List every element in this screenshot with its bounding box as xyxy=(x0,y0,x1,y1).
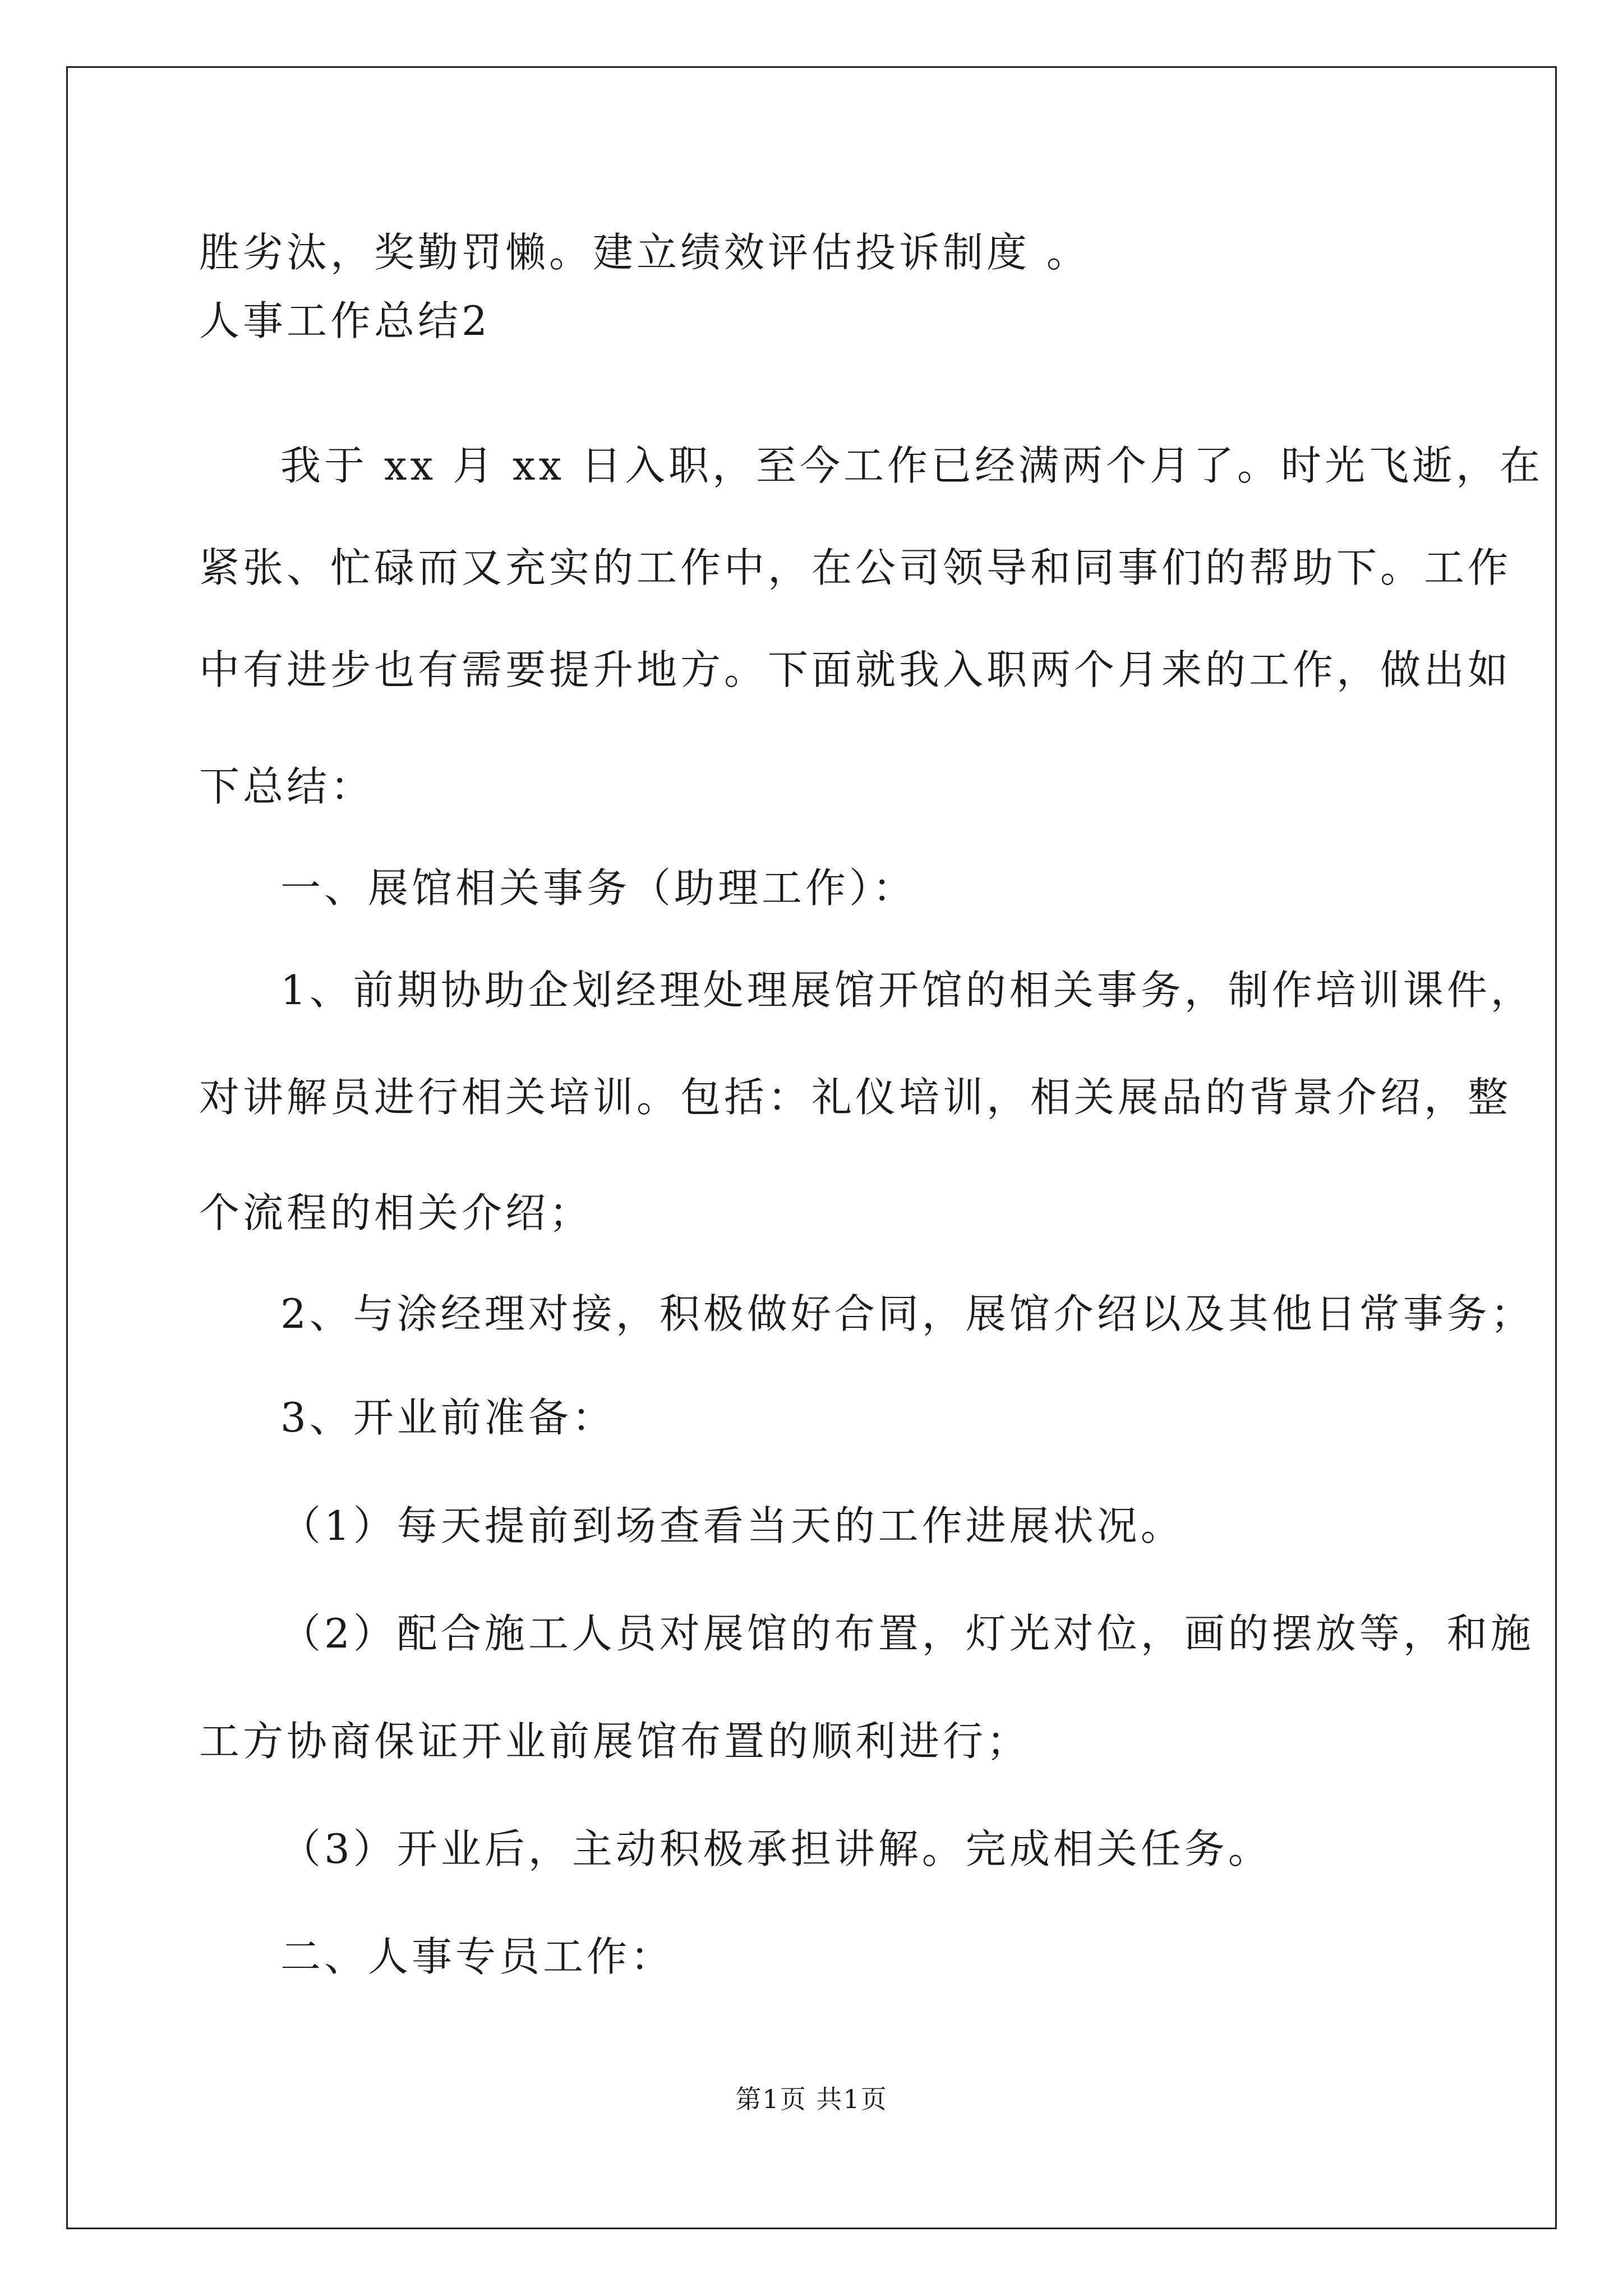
text-line: 胜劣汰，奖勤罚懒。建立绩效评估投诉制度 。 xyxy=(199,229,1090,276)
text-line: 二、人事专员工作： xyxy=(280,1933,675,1980)
text-line: 对讲解员进行相关培训。包括：礼仪培训，相关展品的背景介绍，整 xyxy=(199,1074,1512,1121)
text-line: 中有进步也有需要提升地方。下面就我入职两个月来的工作，做出如 xyxy=(199,646,1512,693)
text-line: 一、展馆相关事务（助理工作）： xyxy=(280,864,917,912)
text-line: 个流程的相关介绍； xyxy=(199,1189,593,1236)
text-line: （1）每天提前到场查看当天的工作进展状况。 xyxy=(280,1502,1184,1549)
text-line: 下总结： xyxy=(199,763,375,810)
text-line: 工方协商保证开业前展馆布置的顺利进行； xyxy=(199,1718,1031,1765)
text-line: （2）配合施工人员对展馆的布置，灯光对位，画的摆放等，和施 xyxy=(280,1610,1534,1657)
page-border xyxy=(66,66,1557,2229)
text-line: 1、前期协助企划经理处理展馆开馆的相关事务，制作培训课件， xyxy=(280,967,1534,1014)
text-line: 3、开业前准备： xyxy=(280,1394,616,1441)
section-heading: 人事工作总结2 xyxy=(199,297,491,344)
text-line: 2、与涂经理对接，积极做好合同，展馆介绍以及其他日常事务； xyxy=(280,1290,1534,1337)
page-footer: 第1页 共1页 xyxy=(735,2084,888,2114)
text-line: 我于 xx 月 xx 日入职，至今工作已经满两个月了。时光飞逝，在 xyxy=(280,442,1543,489)
text-line: （3）开业后，主动积极承担讲解。完成相关任务。 xyxy=(280,1825,1272,1872)
text-line: 紧张、忙碌而又充实的工作中，在公司领导和同事们的帮助下。工作 xyxy=(199,544,1512,591)
